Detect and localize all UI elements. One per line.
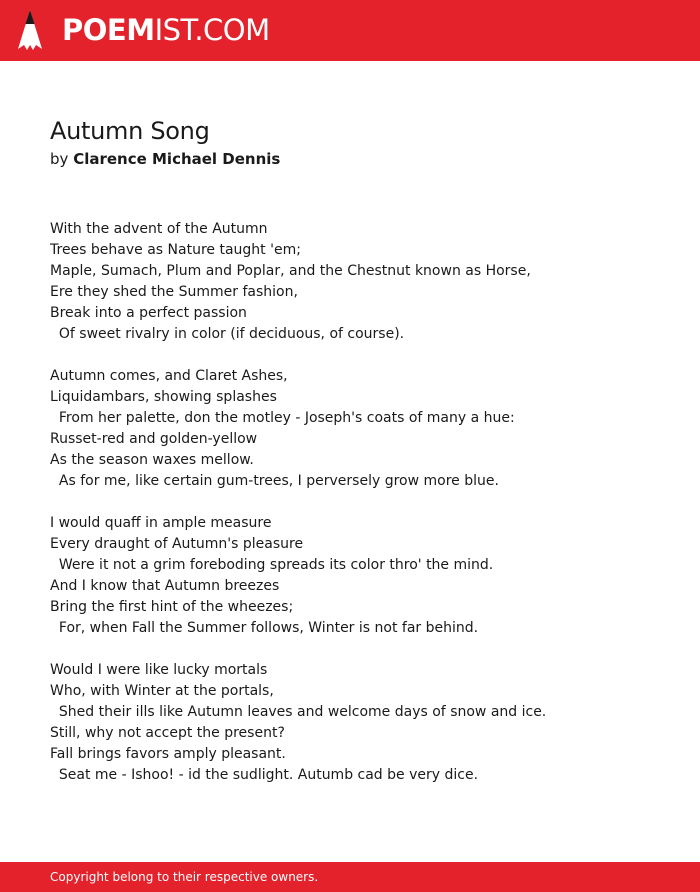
copyright-text: Copyright belong to their respective owners.: [50, 870, 319, 884]
poem-line: Trees behave as Nature taught 'em;: [50, 242, 301, 258]
poem-line: Bring the first hint of the wheezes;: [50, 599, 294, 615]
poem-line: Still, why not accept the present?: [50, 725, 285, 741]
brand-light: IST.COM: [154, 13, 270, 47]
poem-line: As the season waxes mellow.: [50, 452, 254, 468]
poem-line: Seat me - Ishoo! - id the sudlight. Autumb cad be very dice.: [50, 767, 479, 783]
poem-line: Autumn comes, and Claret Ashes,: [50, 368, 288, 384]
site-footer: [0, 862, 700, 892]
poem-line: Of sweet rivalry in color (if deciduous, of course).: [50, 326, 405, 342]
poem-line: From her palette, don the motley - Joseph's coats of many a hue:: [50, 410, 515, 426]
by-label: by: [50, 150, 69, 168]
poem-line: I would quaff in ample measure: [50, 515, 272, 531]
poem-line: Who, with Winter at the portals,: [50, 683, 274, 699]
brand-bold: POEM: [62, 13, 155, 47]
pencil-icon[interactable]: [17, 9, 43, 51]
byline: [50, 149, 280, 169]
poem-line: Shed their ills like Autumn leaves and welcome days of snow and ice.: [50, 704, 547, 720]
poem-line: Maple, Sumach, Plum and Poplar, and the Chestnut known as Horse,: [50, 263, 531, 279]
poem-line: Ere they shed the Summer fashion,: [50, 284, 298, 300]
poem-line: For, when Fall the Summer follows, Winter is not far behind.: [50, 620, 479, 636]
poem-line: Break into a perfect passion: [50, 305, 247, 321]
site-logo-text[interactable]: [62, 11, 270, 49]
poem-line: Every draught of Autumn's pleasure: [50, 536, 304, 552]
poem-line: Russet-red and golden-yellow: [50, 431, 258, 447]
poem-line: As for me, like certain gum-trees, I perversely grow more blue.: [50, 473, 499, 489]
stanza: [50, 366, 670, 492]
site-header: [0, 0, 700, 61]
poem-line: Liquidambars, showing splashes: [50, 389, 277, 405]
poem-title: Autumn Song: [50, 117, 210, 145]
stanza: [50, 513, 670, 639]
poem-line: And I know that Autumn breezes: [50, 578, 280, 594]
poem-line: Were it not a grim foreboding spreads its color thro' the mind.: [50, 557, 494, 573]
poem-body: [50, 219, 670, 807]
stanza: [50, 219, 670, 345]
poem-line: Fall brings favors amply pleasant.: [50, 746, 286, 762]
poem-line: With the advent of the Autumn: [50, 221, 268, 237]
poem-line: Would I were like lucky mortals: [50, 662, 268, 678]
author-name: Clarence Michael Dennis: [73, 150, 281, 168]
stanza: [50, 660, 670, 786]
